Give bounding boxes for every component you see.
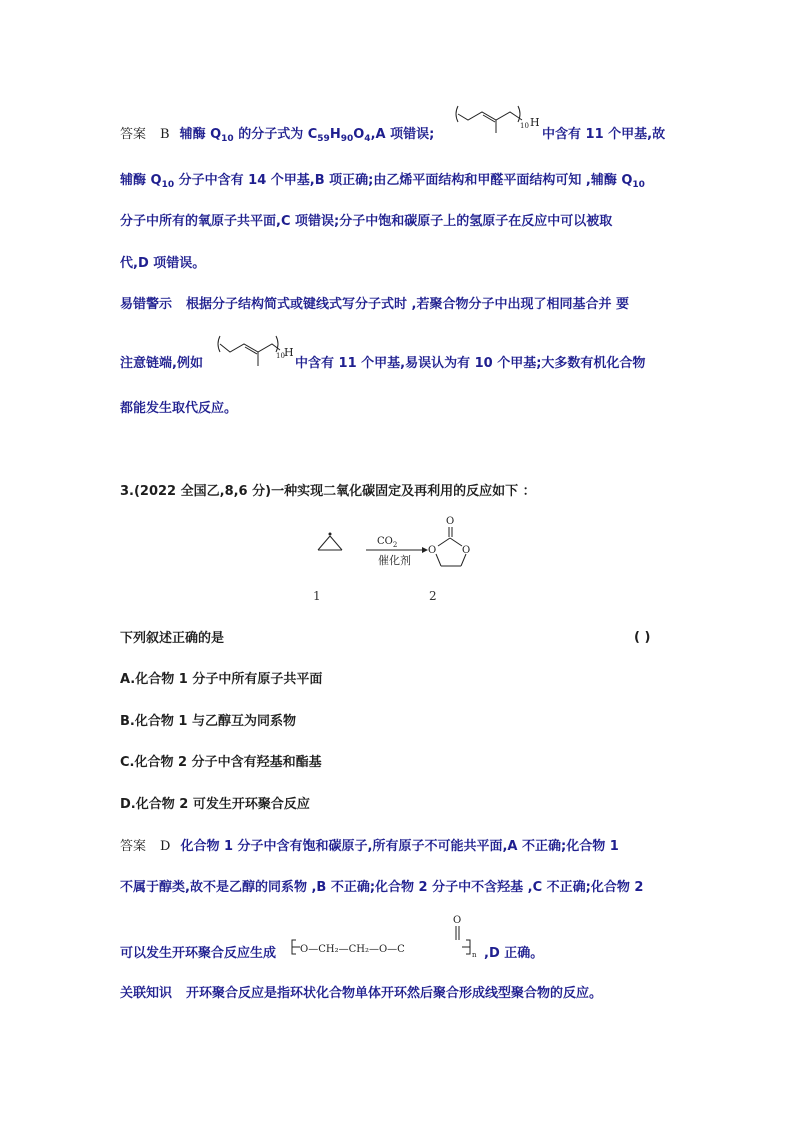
answer1-l2-a: 辅酶 Q xyxy=(120,173,162,188)
warning-text-1: 根据分子结构简式或键线式写分子式时 ,若聚合物分子中出现了相同基合并 要 xyxy=(186,297,630,312)
reaction-scheme xyxy=(310,510,490,574)
sub-10: 10 xyxy=(221,134,234,144)
answer1-line3: 分子中所有的氧原子共平面,C 项错误;分子中饱和碳原子上的氢原子在反应中可以被取 xyxy=(120,214,613,229)
answer1-line2 xyxy=(120,172,676,190)
answer1-line1-tail xyxy=(542,126,682,144)
warning-tag: 易错警示 xyxy=(120,297,173,312)
compound1-label: 1 xyxy=(313,589,321,603)
option-c: C.化合物 2 分子中含有羟基和酯基 xyxy=(120,755,322,770)
sub-4: 4 xyxy=(364,134,371,144)
answer-letter: B xyxy=(160,127,170,142)
answer3-line1 xyxy=(120,838,676,856)
related-knowledge xyxy=(120,985,676,1003)
svg-text:10: 10 xyxy=(276,352,285,360)
svg-text:O: O xyxy=(428,545,437,556)
option-d: D.化合物 2 可发生开环聚合反应 xyxy=(120,797,310,812)
reaction-arrow xyxy=(366,536,428,567)
related-text: 开环聚合反应是指环状化合物单体开环然后聚合形成线型聚合物的反应。 xyxy=(186,986,603,1001)
isoprene-repeat-structure-1 xyxy=(452,100,544,140)
isoprene-repeat-structure-2 xyxy=(214,330,296,374)
sub-90: 90 xyxy=(340,134,354,144)
answer-bracket: ( ) xyxy=(634,630,651,645)
svg-text:O: O xyxy=(446,516,455,527)
question3-prompt: 下列叙述正确的是 xyxy=(120,631,225,646)
svg-text:10: 10 xyxy=(520,122,529,130)
svg-text:O: O xyxy=(453,915,462,926)
option-a: A.化合物 1 分子中所有原子共平面 xyxy=(120,672,323,687)
answer1-line4: 代,D 项错误。 xyxy=(120,256,206,271)
svg-text:O—CH₂—CH₂—O—C: O—CH₂—CH₂—O—C xyxy=(300,944,405,955)
svg-text:H: H xyxy=(284,346,294,359)
warning-line1 xyxy=(120,296,676,314)
answer1-l2-b: 分子中含有 14 个甲基,B 项正确;由乙烯平面结构和甲醛平面结构可知 ,辅酶 Q xyxy=(174,173,633,188)
related-tag: 关联知识 xyxy=(120,986,173,1001)
answer1-text-e: ,A 项错误; xyxy=(370,127,435,142)
question3-stem: 3.(2022 全国乙,8,6 分)一种实现二氧化碳固定及再利用的反应如下 ： xyxy=(120,484,536,499)
answer3-text-1: 化合物 1 分子中含有饱和碳原子,所有原子不可能共平面,A 不正确;化合物 1 xyxy=(180,839,619,854)
option-b: B.化合物 1 与乙醇互为同系物 xyxy=(120,714,296,729)
answer3-line2: 不属于醇类,故不是乙醇的同系物 ,B 不正确;化合物 2 分子中不含羟基 ,C 不正确;化合物 2 xyxy=(120,880,644,895)
sub-59: 59 xyxy=(317,134,330,144)
answer-tag: 答案 xyxy=(120,127,147,142)
epoxide-structure xyxy=(318,533,342,551)
answer1-text-c: H xyxy=(329,127,341,142)
answer3-line3-tail: ,D 正确。 xyxy=(484,946,544,961)
sub-10: 10 xyxy=(632,180,645,190)
sub-10: 10 xyxy=(161,180,175,190)
answer1-text-b: 的分子式为 C xyxy=(233,127,318,142)
answer1-text-a: 辅酶 Q xyxy=(179,127,222,142)
answer3-line3-head: 可以发生开环聚合反应生成 xyxy=(120,946,277,961)
warning-line2-tail: 中含有 11 个甲基,易误认为有 10 个甲基;大多数有机化合物 xyxy=(295,356,646,371)
warning-line3: 都能发生取代反应。 xyxy=(120,401,238,416)
answer-letter: D xyxy=(160,839,171,854)
answer1-text-d: O xyxy=(353,127,365,142)
svg-text:H: H xyxy=(530,116,540,129)
warning-line2-head: 注意链端,例如 xyxy=(120,356,203,371)
polycarbonate-structure xyxy=(290,910,486,960)
answer-tag: 答案 xyxy=(120,839,147,854)
svg-text:催化剂: 催化剂 xyxy=(378,554,411,567)
answer1-text-f: 中含有 11 个甲基,故 xyxy=(542,127,666,142)
svg-text:O: O xyxy=(462,545,471,556)
svg-text:CO2: $CO_2$ xyxy=(377,536,398,549)
cyclic-carbonate-structure xyxy=(428,516,470,566)
compound2-label: 2 xyxy=(429,589,437,603)
svg-text:n: n xyxy=(472,951,477,959)
